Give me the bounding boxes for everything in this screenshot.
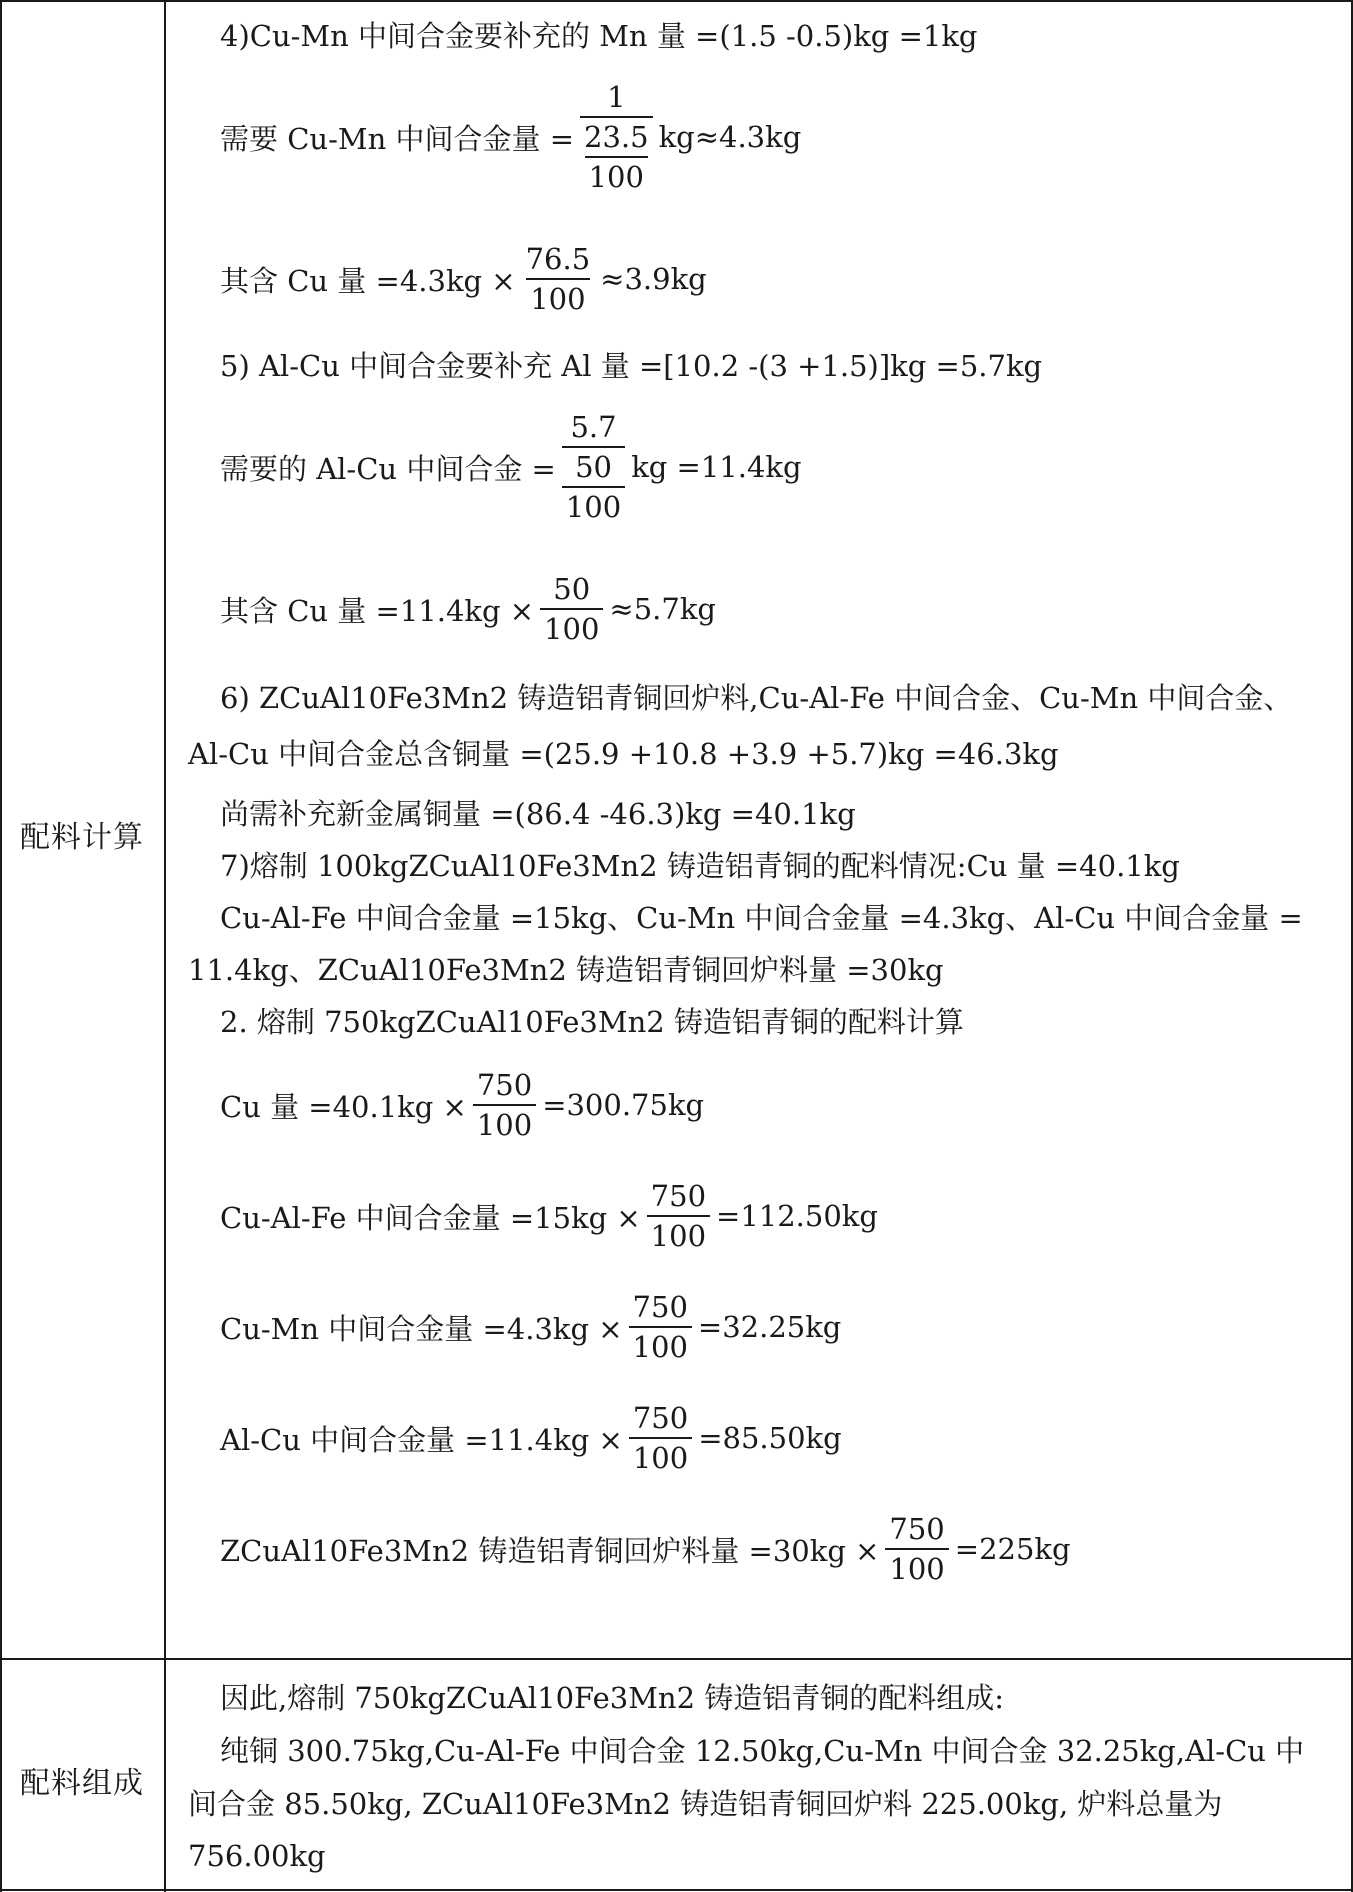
- fraction-denominator: 100: [647, 1215, 710, 1255]
- step5-line: 5) Al-Cu 中间合金要补充 Al 量 =[10.2 -(3 +1.5)]kg =5.7kg: [220, 349, 1043, 383]
- column-divider: [164, 0, 166, 1892]
- fraction-denominator: 100: [526, 278, 589, 318]
- step4-cu-suffix: ≈3.9kg: [600, 262, 707, 296]
- composition-line3: 间合金 85.50kg, ZCuAl10Fe3Mn2 铸造铝青铜回炉料 225.00kg, 炉料总量为: [188, 1787, 1223, 1821]
- equation-result: =225kg: [954, 1532, 1071, 1566]
- row-label-composition: 配料组成: [20, 1766, 144, 1801]
- step4-need-suffix: kg≈4.3kg: [658, 120, 802, 154]
- equation-fraction: [885, 1510, 948, 1588]
- step7-line1: 7)熔制 100kgZCuAl10Fe3Mn2 铸造铝青铜的配料情况:Cu 量 =40.1kg: [220, 849, 1180, 883]
- step4-cu-prefix: 其含 Cu 量 =4.3kg ×: [220, 263, 516, 298]
- equation-fraction: [473, 1066, 536, 1144]
- step5-need-fraction: [562, 408, 625, 526]
- step6-line1: 6) ZCuAl10Fe3Mn2 铸造铝青铜回炉料,Cu-Al-Fe 中间合金、Cu-Mn 中间合金、: [220, 681, 1293, 715]
- equation-prefix: ZCuAl10Fe3Mn2 铸造铝青铜回炉料量 =30kg ×: [220, 1533, 880, 1568]
- fraction-numerator: 50: [575, 450, 612, 484]
- equation-result: =85.50kg: [698, 1421, 842, 1455]
- fraction-denominator: 100: [473, 1104, 536, 1144]
- equation-prefix: Cu-Mn 中间合金量 =4.3kg ×: [220, 1311, 623, 1346]
- fraction-denominator: 100: [629, 1437, 692, 1477]
- equation-result: =32.25kg: [697, 1310, 842, 1344]
- equation-prefix: Cu 量 =40.1kg ×: [220, 1089, 467, 1124]
- step7-line3: 11.4kg、ZCuAl10Fe3Mn2 铸造铝青铜回炉料量 =30kg: [188, 953, 944, 987]
- equation-fraction: [629, 1399, 692, 1477]
- step4-line: 4)Cu-Mn 中间合金要补充的 Mn 量 =(1.5 -0.5)kg =1kg: [220, 19, 978, 53]
- fraction-denominator: 100: [562, 486, 625, 526]
- fraction-numerator: 750: [889, 1512, 945, 1546]
- fraction-numerator: 50: [553, 572, 591, 606]
- step4-cu-fraction: [522, 240, 595, 318]
- equation-prefix: Cu-Al-Fe 中间合金量 =15kg ×: [220, 1200, 641, 1235]
- step4-need-prefix: 需要 Cu-Mn 中间合金量 =: [220, 121, 574, 156]
- step5-need-equation: [220, 408, 802, 526]
- equation-result: =300.75kg: [542, 1088, 705, 1122]
- section2-heading: 2. 熔制 750kgZCuAl10Fe3Mn2 铸造铝青铜的配料计算: [220, 1005, 964, 1039]
- section2-alcu-equation: [220, 1399, 842, 1477]
- step5-cu-prefix: 其含 Cu 量 =11.4kg ×: [220, 593, 535, 628]
- step7-line2: Cu-Al-Fe 中间合金量 =15kg、Cu-Mn 中间合金量 =4.3kg、Al-Cu 中间合金量 =: [220, 901, 1303, 935]
- step4-cu-equation: [220, 240, 707, 318]
- row-divider: [0, 1658, 1353, 1660]
- step5-need-suffix: kg =11.4kg: [631, 450, 802, 484]
- fraction-denominator: 100: [540, 608, 603, 648]
- step5-need-prefix: 需要的 Al-Cu 中间合金 =: [220, 451, 556, 486]
- section2-cumn-equation: [220, 1288, 841, 1366]
- fraction-denominator: 100: [585, 156, 648, 196]
- table-right-border: [1351, 0, 1353, 1892]
- row-label-calculation: 配料计算: [20, 820, 144, 855]
- fraction-denominator: 100: [885, 1548, 948, 1588]
- step6-line3: 尚需补充新金属铜量 =(86.4 -46.3)kg =40.1kg: [220, 797, 856, 831]
- step4-need-fraction: [580, 78, 653, 196]
- fraction-numerator: 1: [607, 80, 626, 114]
- step6-line2: Al-Cu 中间合金总含铜量 =(25.9 +10.8 +3.9 +5.7)kg =46.3kg: [188, 737, 1059, 771]
- fraction-numerator: 23.5: [584, 120, 649, 154]
- fraction-numerator: 750: [632, 1401, 689, 1435]
- fraction-numerator: 5.7: [570, 410, 617, 444]
- step4-need-equation: [220, 78, 801, 196]
- step5-cu-equation: [220, 570, 716, 648]
- fraction-numerator: 750: [476, 1068, 533, 1102]
- fraction-numerator: 750: [632, 1290, 688, 1324]
- section2-cu-equation: [220, 1066, 704, 1144]
- step5-cu-suffix: ≈5.7kg: [609, 592, 716, 626]
- composition-line4: 756.00kg: [188, 1839, 326, 1873]
- equation-result: =112.50kg: [716, 1199, 878, 1233]
- table-bottom-border: [0, 1889, 1353, 1891]
- table-left-border: [0, 0, 2, 1892]
- fraction-numerator: 750: [650, 1179, 707, 1213]
- composition-line1: 因此,熔制 750kgZCuAl10Fe3Mn2 铸造铝青铜的配料组成:: [220, 1681, 1005, 1715]
- equation-prefix: Al-Cu 中间合金量 =11.4kg ×: [220, 1422, 623, 1457]
- composition-line2: 纯铜 300.75kg,Cu-Al-Fe 中间合金 12.50kg,Cu-Mn 中间合金 32.25kg,Al-Cu 中: [220, 1734, 1305, 1768]
- section2-scrap-equation: [220, 1510, 1071, 1588]
- equation-fraction: [629, 1288, 692, 1366]
- section2-cualfe-equation: [220, 1177, 878, 1255]
- step5-cu-fraction: [540, 570, 603, 648]
- fraction-denominator: 100: [629, 1326, 692, 1366]
- fraction-numerator: 76.5: [525, 242, 591, 276]
- equation-fraction: [647, 1177, 710, 1255]
- table-top-border: [0, 0, 1353, 2]
